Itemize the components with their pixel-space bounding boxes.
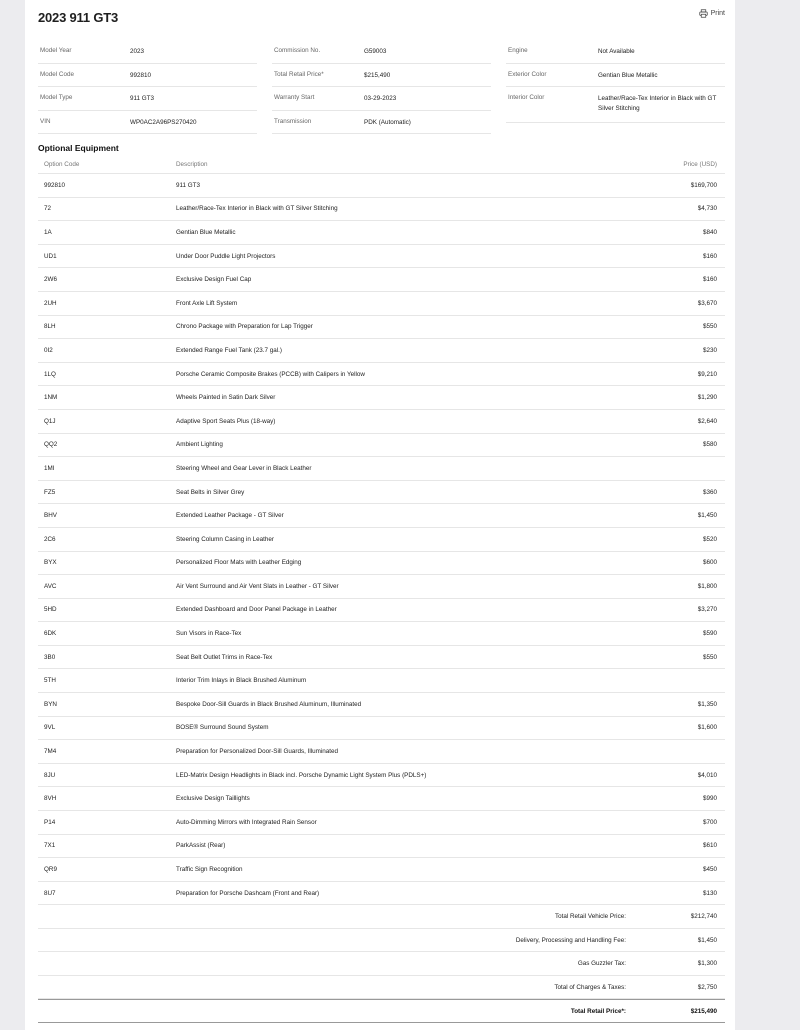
spec-label: Model Code [40,70,74,78]
total-value: $1,450 [697,936,717,944]
option-code: 6DK [44,630,57,638]
spec-row [272,40,491,64]
total-row [38,929,725,953]
print-label: Print [710,10,725,17]
option-price: $550 [702,323,717,331]
option-description: Steering Wheel and Gear Lever in Black Leather [176,464,312,472]
spec-label: Total Retail Price* [274,70,324,78]
option-description: LED-Matrix Design Headlights in Black incl. Porsche Dynamic Light System Plus (PDLS+) [176,771,427,779]
total-row [38,952,725,976]
spec-row [38,111,257,135]
option-description: Chrono Package with Preparation for Lap Trigger [176,323,313,331]
option-price: $169,700 [690,181,717,189]
table-row [38,434,725,458]
table-row [38,717,725,741]
table-row [38,669,725,693]
table-row [38,410,725,434]
option-code: 8VH [44,795,57,803]
option-description: Personalized Floor Mats with Leather Edging [176,559,302,567]
total-label: Total of Charges & Taxes: [554,983,626,991]
table-row [38,268,725,292]
final-total-label: Total Retail Price*: [570,1007,626,1015]
option-description: Sun Visors in Race-Tex [176,630,242,638]
option-code: BYN [44,700,57,708]
spec-value: $215,490 [364,71,391,79]
spec-row [506,87,725,123]
option-code: 8LH [44,323,56,331]
option-price: $9,210 [697,370,717,378]
option-description: Extended Leather Package - GT Silver [176,512,284,520]
option-code: 7X1 [44,842,56,850]
spec-value: 911 GT3 [130,95,155,102]
option-price: $550 [702,653,717,661]
table-row [38,646,725,670]
option-price: $1,350 [697,700,717,708]
option-description: Wheels Painted in Satin Dark Silver [176,394,276,402]
spec-label: VIN [40,117,51,125]
option-code: 2W6 [44,276,57,284]
spec-value: PDK (Automatic) [364,118,411,126]
option-description: Ambient Lighting [176,441,223,449]
table-row [38,316,725,340]
option-description: Gentian Blue Metallic [176,228,236,236]
spec-label: Model Year [40,47,72,54]
option-description: Air Vent Surround and Air Vent Slats in Leather - GT Silver [176,582,339,590]
vehicle-specs [38,40,725,130]
table-row [38,457,725,481]
table-row [38,221,725,245]
table-row [38,858,725,882]
total-row [38,905,725,929]
table-row [38,693,725,717]
option-price: $990 [702,795,717,803]
option-description: BOSE® Surround Sound System [176,724,269,732]
spec-label: Exterior Color [508,70,547,78]
table-row [38,599,725,623]
total-row [38,976,725,1000]
window-sticker-sheet [25,0,735,1030]
option-price: $1,800 [697,582,717,590]
option-code: 1LQ [44,370,56,378]
spec-row [506,40,725,64]
spec-value: G59003 [364,48,387,55]
spec-label: Interior Color [508,94,545,101]
option-description: Extended Dashboard and Door Panel Package in Leather [176,606,337,614]
option-description: Seat Belt Outlet Trims in Race-Tex [176,653,273,661]
option-price: $1,600 [697,724,717,732]
option-code: 72 [44,205,52,213]
specs-column-1 [38,40,257,130]
table-row [38,386,725,410]
option-description: Preparation for Personalized Door-Sill Guards, Illuminated [176,748,339,756]
printer-icon [699,9,708,18]
table-row [38,740,725,764]
option-price: $610 [702,842,717,850]
specs-column-3 [506,40,725,130]
spec-row [38,87,257,111]
table-row [38,339,725,363]
option-description: 911 GT3 [176,181,201,189]
option-price: $700 [702,818,717,826]
option-description: Leather/Race-Tex Interior in Black with GT Silver Stitching [176,205,338,213]
table-row [38,504,725,528]
option-description: ParkAssist (Rear) [176,842,226,850]
totals-section [38,905,725,1023]
column-header-code: Option Code [44,160,80,168]
header [38,0,725,40]
spec-row [272,87,491,111]
final-total-value: $215,490 [690,1007,717,1015]
option-code: 5TH [44,677,56,685]
option-price: $3,270 [697,606,717,614]
total-label: Delivery, Processing and Handling Fee: [515,936,626,944]
table-row [38,764,725,788]
spec-value: Leather/Race-Tex Interior in Black with GT Silver Stitching [598,95,717,112]
total-value: $2,750 [697,983,717,991]
option-price: $160 [702,252,717,260]
table-row [38,292,725,316]
table-row [38,622,725,646]
table-row [38,481,725,505]
final-total-row [38,999,725,1023]
option-code: Q1J [44,417,56,425]
spec-value: 992810 [130,71,152,79]
option-description: Preparation for Porsche Dashcam (Front and Rear) [176,889,320,897]
equipment-table-body [38,174,725,905]
total-value: $212,740 [690,913,717,921]
option-code: 8U7 [44,889,56,897]
spec-label: Commission No. [274,47,321,54]
table-row [38,245,725,269]
option-code: AVC [44,582,57,590]
table-row [38,575,725,599]
option-description: Traffic Sign Recognition [176,866,243,874]
option-price: $590 [702,630,717,638]
spec-row [506,64,725,88]
option-price: $1,290 [697,394,717,402]
spec-row [272,111,491,135]
option-code: BHV [44,512,57,520]
option-price: $580 [702,441,717,449]
option-price: $4,730 [697,205,717,213]
print-button[interactable] [699,9,725,18]
option-description: Seat Belts in Silver Grey [176,488,245,496]
option-description: Auto-Dimming Mirrors with Integrated Rain Sensor [176,818,317,826]
option-price: $1,450 [697,512,717,520]
table-row [38,198,725,222]
spec-label: Engine [508,47,528,54]
spec-value: Not Available [598,48,635,55]
option-code: 7M4 [44,748,57,756]
option-description: Porsche Ceramic Composite Brakes (PCCB) with Calipers in Yellow [176,370,365,378]
option-description: Adaptive Sport Seats Plus (18-way) [176,417,276,425]
total-value: $1,300 [697,960,717,968]
option-code: 1MI [44,464,55,472]
option-price: $360 [702,488,717,496]
option-price: $230 [702,346,717,354]
option-description: Exclusive Design Taillights [176,795,250,803]
option-code: FZ5 [44,488,56,496]
page-title: 2023 911 GT3 [38,10,118,25]
table-row [38,552,725,576]
option-price: $520 [702,535,717,543]
option-code: 1NM [44,394,58,402]
table-row [38,528,725,552]
option-code: P14 [44,818,56,826]
spec-row [38,40,257,64]
option-code: 1A [44,228,52,236]
option-code: 3B0 [44,653,56,661]
spec-label: Transmission [274,117,312,125]
option-price: $160 [702,276,717,284]
option-description: Exclusive Design Fuel Cap [176,276,252,284]
column-header-description: Description [176,160,208,168]
section-title: Optional Equipment [38,143,119,153]
option-code: QQ2 [44,441,58,449]
column-header-price: Price (USD) [683,160,717,168]
table-row [38,787,725,811]
option-code: 2UH [44,299,57,307]
option-code: UD1 [44,252,57,260]
table-row [38,882,725,906]
spec-value: WP0AC2A96PS270420 [130,118,197,126]
spec-row [38,64,257,88]
option-description: Bespoke Door-Sill Guards in Black Brushed Aluminum, Illuminated [176,700,362,708]
spec-value: 2023 [130,48,145,55]
equipment-table-header [38,153,725,174]
option-price: $840 [702,228,717,236]
option-code: 992810 [44,181,66,189]
option-description: Interior Trim Inlays in Black Brushed Aluminum [176,677,307,685]
option-description: Extended Range Fuel Tank (23.7 gal.) [176,346,282,354]
option-price: $3,670 [697,299,717,307]
option-description: Steering Column Casing in Leather [176,535,275,543]
table-row [38,363,725,387]
table-row [38,811,725,835]
spec-label: Model Type [40,94,73,101]
spec-value: Gentian Blue Metallic [598,71,658,79]
option-price: $2,640 [697,417,717,425]
spec-value: 03-29-2023 [364,95,397,102]
option-code: QR9 [44,866,57,874]
option-code: 5HD [44,606,57,614]
specs-column-2 [272,40,491,130]
option-code: 0I2 [44,346,53,354]
option-code: 8JU [44,771,56,779]
option-code: 9VL [44,724,56,732]
option-code: BYX [44,559,57,567]
option-code: 2C6 [44,535,56,543]
option-price: $450 [702,866,717,874]
option-description: Under Door Puddle Light Projectors [176,252,276,260]
spec-label: Warranty Start [274,94,315,101]
option-price: $130 [702,889,717,897]
option-price: $4,010 [697,771,717,779]
table-row [38,835,725,859]
option-description: Front Axle Lift System [176,299,238,307]
table-row [38,174,725,198]
spec-row [272,64,491,88]
total-label: Gas Guzzler Tax: [577,960,626,968]
option-price: $600 [702,559,717,567]
total-label: Total Retail Vehicle Price: [554,913,626,921]
